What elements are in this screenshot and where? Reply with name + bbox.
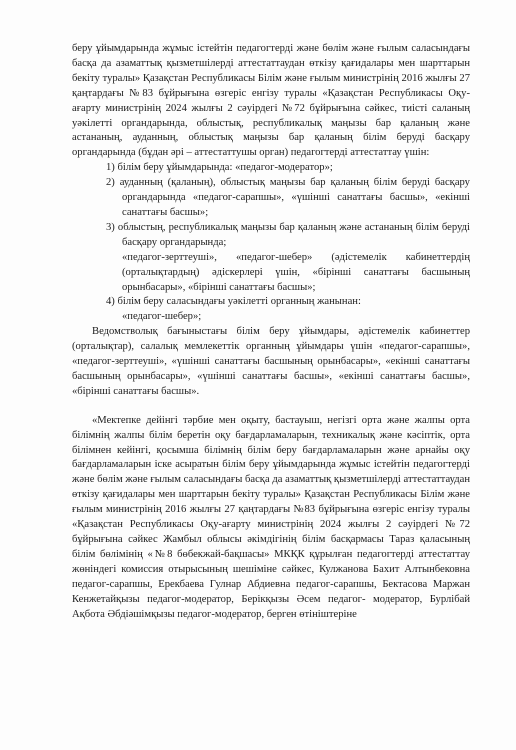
paragraph-intro: беру ұйымдарында жұмыс істейтін педагогтерді және бөлім және ғылым саласындағы басқа да азаматтық қызметшілерді аттестаттаудан өткізу қағидалары мен шарттарын бекіту туралы» Қазақстан Республикасы Білім және ғылым министрінің 2016 жылғы 27 қаңтардағы №83 бұйрығына өзгеріс енгізу туралы «Қазақстан Республикасы Оқу-ағарту министрінің 2024 жылғы 2 сәуірдегі №72 бұйрығына сәйкес, тиісті саланың уәкілетті органдарында, облыстық, республикалық маңызы бар қаланың және астананың, ауданның, облыстық маңызы бар қаланың білім беруді басқару органдарында (бұдан әрі – аттестаттушы орган) педагогтерді аттестаттау үшін: [72,43,470,159]
list-item-text: білім беру саласындағы уәкілетті органның жанынан: [117,296,361,308]
list-item [72,161,470,176]
list-item [72,176,470,221]
list-item-number: 4) [106,296,115,308]
list-item [72,295,470,310]
list-item-number: 2) [106,177,115,189]
list-item [72,221,470,251]
list-item-number: 1) [106,162,115,174]
list-item [72,310,470,325]
paragraph-departmental: Ведомстволық бағыныстағы білім беру ұйымдары, әдістемелік кабинеттер (орталықтар), салалық мемлекеттік органның ұйымдары үшін «педагог-сарапшы», «педагог-зерттеуші», «үшінші санаттағы басшының орынбасары», «екінші санаттағы басшының орынбасары», «үшінші санаттағы басшы», «екінші санаттағы басшы», «бірінші санаттағы басшы». [72,326,470,397]
list-item-text: «педагог-шебер»; [122,311,202,323]
attestation-list [72,161,470,325]
list-item-text: білім беру ұйымдарында: «педагог-модератор»; [117,162,333,174]
list-item-text: ауданның (қаланың), облыстық маңызы бар қаланың білім беруді басқару органдарында «педагог-сарапшы», «үшінші санаттағы басшы», «екінші санаттағы басшы»; [119,177,470,218]
paragraph-commission: «Мектепке дейінгі тәрбие мен оқыту, бастауыш, негізгі орта және жалпы орта білімнің жалпы білім беретін оқу бағдарламаларын, техникалық және кәсіптік, орта білімнен кейінгі, қосымша білімнің білім беру бағдарламаларын және арнайы оқу бағдарламаларын іске асыратын білім беру ұйымдарында жұмыс істейтін педагогтерді және бөлім және ғылым саласындағы басқа да азаматтық қызметшілерді аттестаттаудан өткізу қағидалары мен шарттарын бекіту туралы» Қазақстан Республикасы Білім және ғылым министрінің 2016 жылғы 27 қаңтардағы №83 бұйрығына өзгеріс енгізу туралы «Қазақстан Республикасы Оқу-ағарту министрінің 2024 жылғы 2 сәуірдегі №72 бұйрығына сәйкес Жамбыл облысы әкімдігінің білім басқармасы Тараз қаласының білім бөлімінің «№8 бөбекжай-бақшасы» МКҚК құрылған педагогтерді аттестаттау жөніндегі комиссия отырысының шешіміне сәйкес, Кулжанова Бахит Алтынбековна педагог-сарапшы, Ерекбаева Гулнар Абдиевна педагог-сарапшы, Бектасова Маржан Кенжетайқызы педагог-модератор, Берікқызы Әсем педагог- модератор, Бурлібай Ақбота Әбдіәшімқызы педагог-модератор, берген өтініштеріне [72,414,470,620]
list-item-text: «педагог-зерттеуші», «педагог-шебер» (әдістемелік кабинеттердің (орталықтардың) әдіскерлері үшін, «бірінші санаттағы басшының орынбасары», «бірінші санаттағы басшы»; [122,251,470,293]
list-item-number: 3) [106,221,115,233]
list-item-text: облыстың, республикалық маңызы бар қаланың және астананың білім беруді басқару органдарында; [117,221,470,248]
list-item [72,251,470,296]
paragraph-gap [72,400,470,414]
